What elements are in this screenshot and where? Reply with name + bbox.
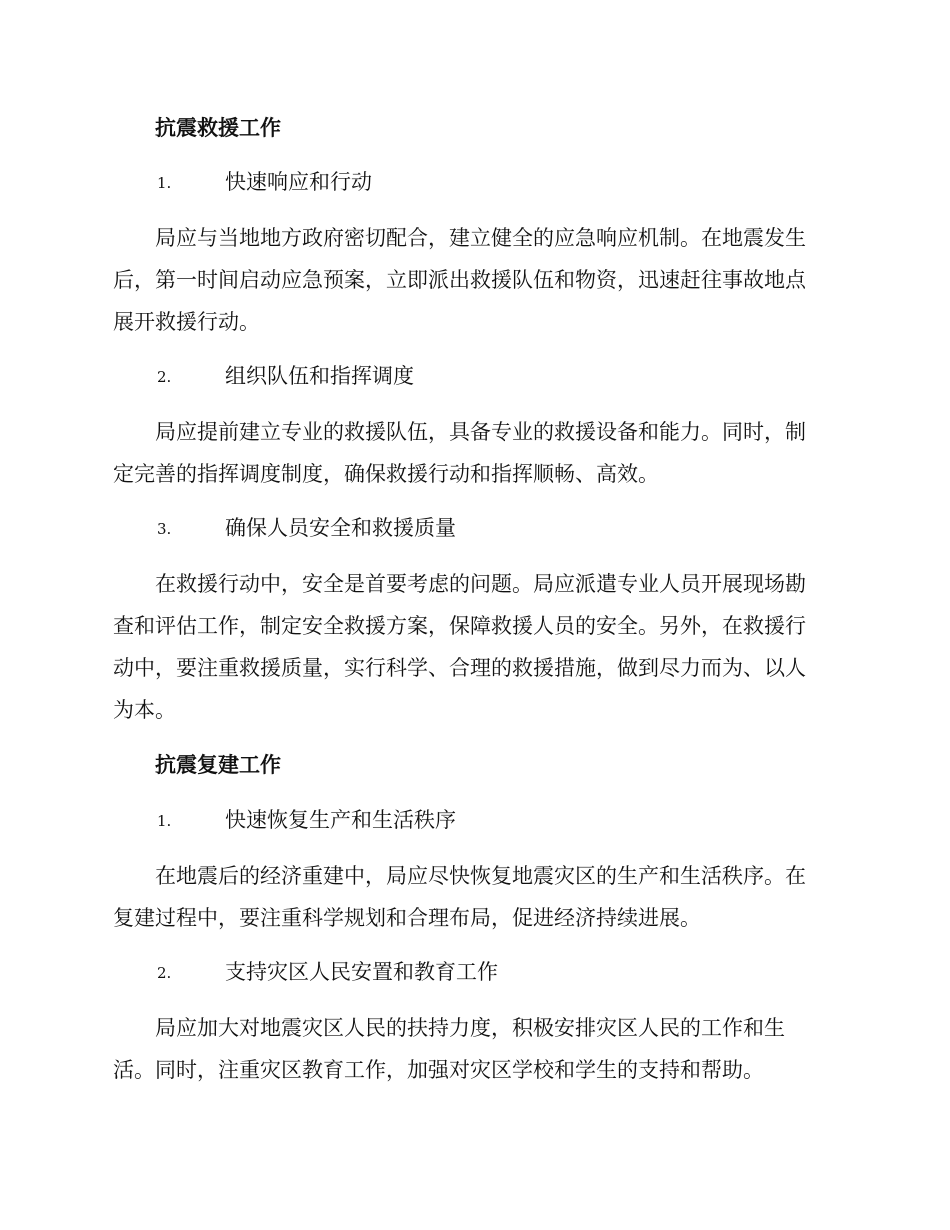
paragraph-line: 定完善的指挥调度制度，确保救援行动和指挥顺畅、高效。 bbox=[113, 462, 659, 486]
paragraph-line: 活。同时，注重灾区教育工作，加强对灾区学校和学生的支持和帮助。 bbox=[113, 1058, 764, 1082]
item-title: 支持灾区人民安置和教育工作 bbox=[225, 960, 498, 984]
item-title: 组织队伍和指挥调度 bbox=[225, 364, 414, 388]
paragraph-line: 局应提前建立专业的救援队伍，具备专业的救援设备和能力。同时，制 bbox=[155, 420, 806, 444]
paragraph-line: 局应与当地地方政府密切配合，建立健全的应急响应机制。在地震发生 bbox=[155, 226, 806, 250]
paragraph-line: 查和评估工作，制定安全救援方案，保障救援人员的安全。另外，在救援行 bbox=[113, 614, 806, 638]
item-number: 3. bbox=[157, 520, 172, 538]
paragraph-line: 后，第一时间启动应急预案，立即派出救援队伍和物资，迅速赶往事故地点 bbox=[113, 268, 806, 292]
paragraph-line: 复建过程中，要注重科学规划和合理布局，促进经济持续进展。 bbox=[113, 906, 701, 930]
item-title: 确保人员安全和救援质量 bbox=[225, 516, 456, 540]
item-number: 2. bbox=[157, 368, 172, 386]
paragraph-line: 在地震后的经济重建中，局应尽快恢复地震灾区的生产和生活秩序。在 bbox=[155, 864, 806, 888]
paragraph-line: 动中，要注重救援质量，实行科学、合理的救援措施，做到尽力而为、以人 bbox=[113, 656, 806, 680]
paragraph-line: 局应加大对地震灾区人民的扶持力度，积极安排灾区人民的工作和生 bbox=[155, 1016, 785, 1040]
item-title: 快速响应和行动 bbox=[225, 170, 372, 194]
item-number: 2. bbox=[157, 964, 172, 982]
paragraph-line: 在救援行动中，安全是首要考虑的问题。局应派遣专业人员开展现场勘 bbox=[155, 572, 806, 596]
item-number: 1. bbox=[157, 174, 172, 192]
section-heading: 抗震救援工作 bbox=[155, 115, 281, 140]
paragraph-line: 为本。 bbox=[113, 698, 176, 722]
section-heading: 抗震复建工作 bbox=[155, 752, 281, 777]
item-number: 1. bbox=[157, 812, 172, 830]
item-title: 快速恢复生产和生活秩序 bbox=[225, 808, 456, 832]
paragraph-line: 展开救援行动。 bbox=[113, 310, 260, 334]
